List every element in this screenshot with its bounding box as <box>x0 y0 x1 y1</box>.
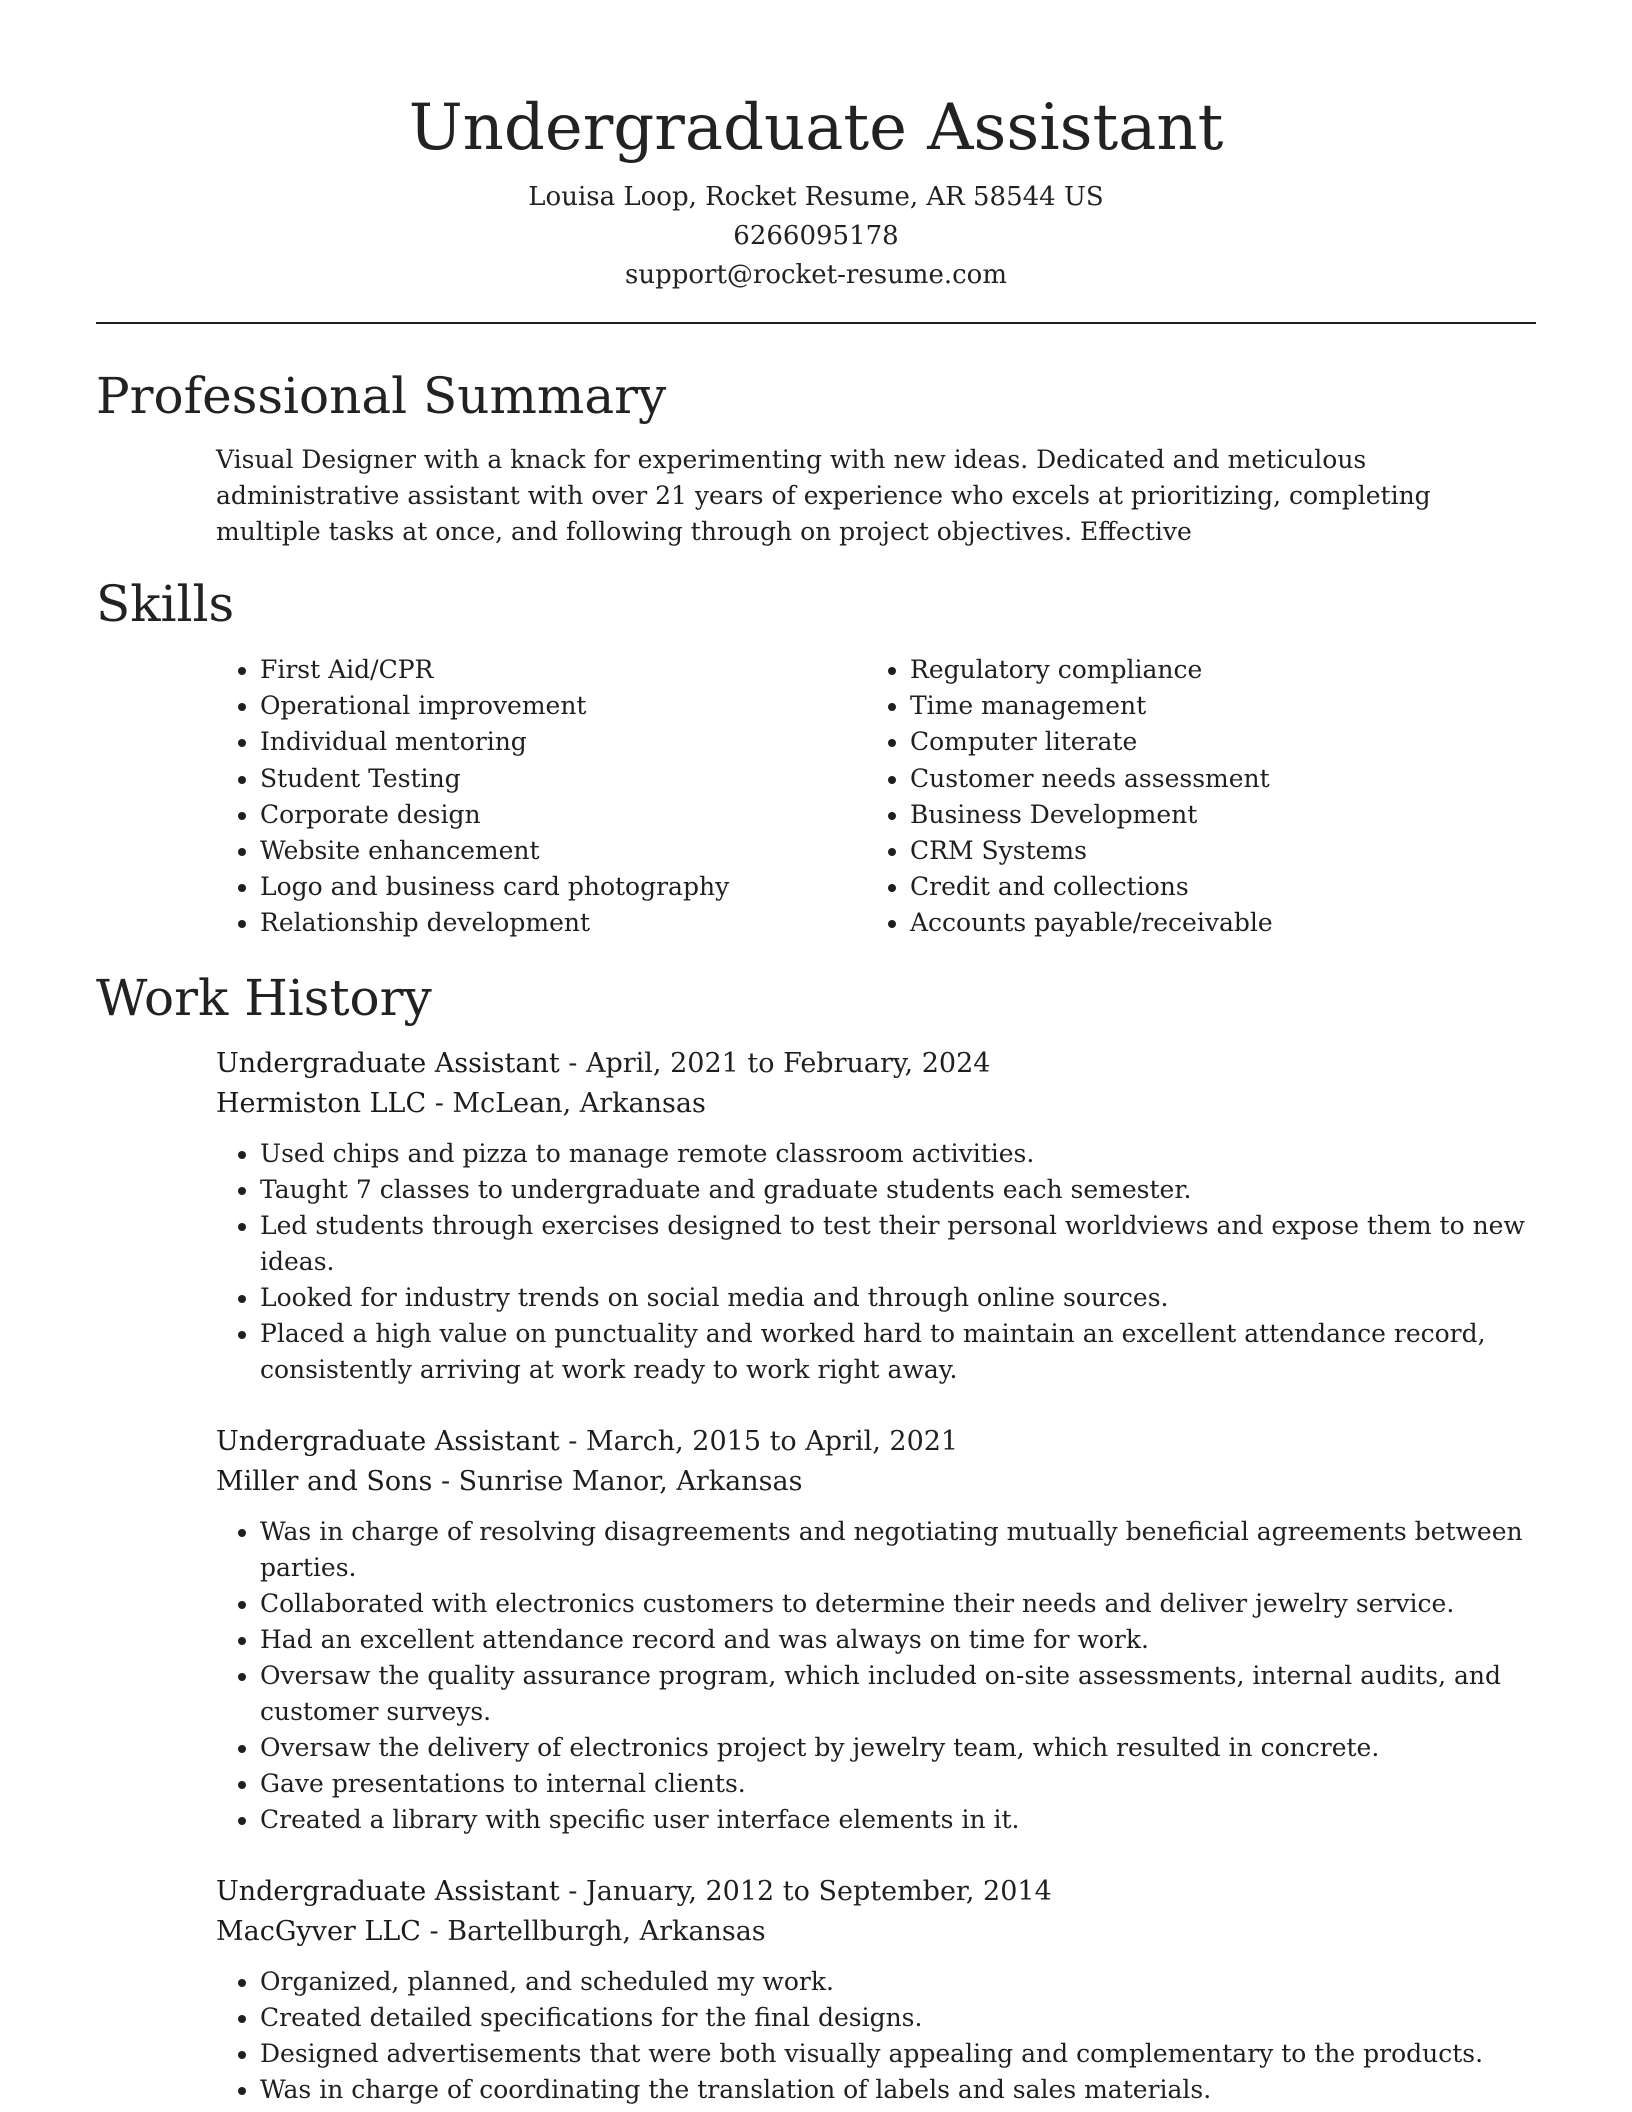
job-location: - McLean, Arkansas <box>426 1087 706 1119</box>
job-duty: • Created a library with specific user interface elements in it. <box>260 1802 1540 1838</box>
job-company: Hermiston LLC <box>216 1087 427 1119</box>
skill-item: • Credit and collections <box>910 869 1510 905</box>
job-duty: • Placed a high value on punctuality and worked hard to maintain an excellent attendance record, consistently arriving at work ready to work right away. <box>260 1316 1540 1388</box>
contact-address: Louisa Loop, Rocket Resume, AR 58544 US <box>528 182 1104 212</box>
skill-item: • Customer needs assessment <box>910 761 1510 797</box>
skill-item: • Time management <box>910 688 1510 724</box>
job-duty: • Organized, planned, and scheduled my work. <box>260 1964 1540 2000</box>
job-duties <box>216 1964 1540 2108</box>
job-dates: - January, 2012 to September, 2014 <box>559 1875 1052 1907</box>
skill-item: • Corporate design <box>260 797 866 833</box>
job-role: Undergraduate Assistant <box>216 1047 560 1079</box>
skill-item: • Regulatory compliance <box>910 652 1510 688</box>
job-role: Undergraduate Assistant <box>216 1875 560 1907</box>
contact-phone: 6266095178 <box>733 221 899 251</box>
job-entry <box>216 1044 1536 1388</box>
job-duty: • Collaborated with electronics customers to determine their needs and deliver jewelry service. <box>260 1586 1540 1622</box>
resume-header <box>96 0 1536 295</box>
summary-text: Visual Designer with a knack for experimenting with new ideas. Dedicated and meticulous administrative assistant with over 21 years of experience who excels at prioritizing, completing multiple tasks at once, and following through on project objectives. Effective <box>216 445 1431 546</box>
job-duty: • Designed advertisements that were both visually appealing and complementary to the products. <box>260 2036 1540 2072</box>
job-company: Miller and Sons <box>216 1465 433 1497</box>
job-role-line <box>216 1044 1536 1084</box>
skills-list <box>216 652 1536 942</box>
job-company-line <box>216 1084 1536 1124</box>
job-duty: • Was in charge of coordinating the translation of labels and sales materials. <box>260 2072 1540 2108</box>
job-company-line <box>216 1462 1536 1502</box>
header-divider <box>96 322 1536 324</box>
skill-item: • Accounts payable/receivable <box>910 905 1510 941</box>
job-role-line <box>216 1422 1536 1462</box>
job-company: MacGyver LLC <box>216 1915 421 1947</box>
skill-item: • Operational improvement <box>260 688 866 724</box>
job-entry <box>216 1872 1536 2108</box>
job-company-line <box>216 1912 1536 1952</box>
skill-item: • Logo and business card photography <box>260 869 866 905</box>
summary-heading: Professional Summary <box>96 367 667 425</box>
job-location: - Sunrise Manor, Arkansas <box>432 1465 803 1497</box>
skills-heading: Skills <box>96 575 235 633</box>
job-duties <box>216 1136 1540 1388</box>
skill-item: • Relationship development <box>260 905 866 941</box>
job-dates: - March, 2015 to April, 2021 <box>559 1425 959 1457</box>
skill-item: • CRM Systems <box>910 833 1510 869</box>
job-entry <box>216 1422 1536 1838</box>
job-duty: • Led students through exercises designed to test their personal worldviews and expose them to new ideas. <box>260 1208 1540 1280</box>
job-duty: • Created detailed specifications for the final designs. <box>260 2000 1540 2036</box>
skill-item: • First Aid/CPR <box>260 652 866 688</box>
job-duty: • Oversaw the quality assurance program, which included on-site assessments, internal audits, and customer surveys. <box>260 1658 1540 1730</box>
skills-column-2 <box>866 652 1510 942</box>
job-role: Undergraduate Assistant <box>216 1425 560 1457</box>
job-dates: - April, 2021 to February, 2024 <box>559 1047 991 1079</box>
work-history-heading: Work History <box>96 968 432 1027</box>
job-duty: • Was in charge of resolving disagreements and negotiating mutually beneficial agreements between parties. <box>260 1514 1540 1586</box>
skill-item: • Business Development <box>910 797 1510 833</box>
job-role-line <box>216 1872 1536 1912</box>
job-duty: • Had an excellent attendance record and was always on time for work. <box>260 1622 1540 1658</box>
skill-item: • Computer literate <box>910 724 1510 760</box>
contact-email: support@rocket-resume.com <box>624 260 1007 290</box>
job-duty: • Taught 7 classes to undergraduate and graduate students each semester. <box>260 1172 1540 1208</box>
candidate-title: Undergraduate Assistant <box>408 91 1224 165</box>
skills-column-1 <box>216 652 866 942</box>
job-duties <box>216 1514 1540 1838</box>
skill-item: • Website enhancement <box>260 833 866 869</box>
job-duty: • Gave presentations to internal clients. <box>260 1766 1540 1802</box>
skill-item: • Student Testing <box>260 761 866 797</box>
skill-item: • Individual mentoring <box>260 724 866 760</box>
job-duty: • Oversaw the delivery of electronics project by jewelry team, which resulted in concrete. <box>260 1730 1540 1766</box>
job-duty: • Looked for industry trends on social media and through online sources. <box>260 1280 1540 1316</box>
job-duty: • Used chips and pizza to manage remote classroom activities. <box>260 1136 1540 1172</box>
resume-page <box>96 0 1536 2108</box>
job-location: - Bartellburgh, Arkansas <box>420 1915 766 1947</box>
contact-info <box>96 178 1536 295</box>
